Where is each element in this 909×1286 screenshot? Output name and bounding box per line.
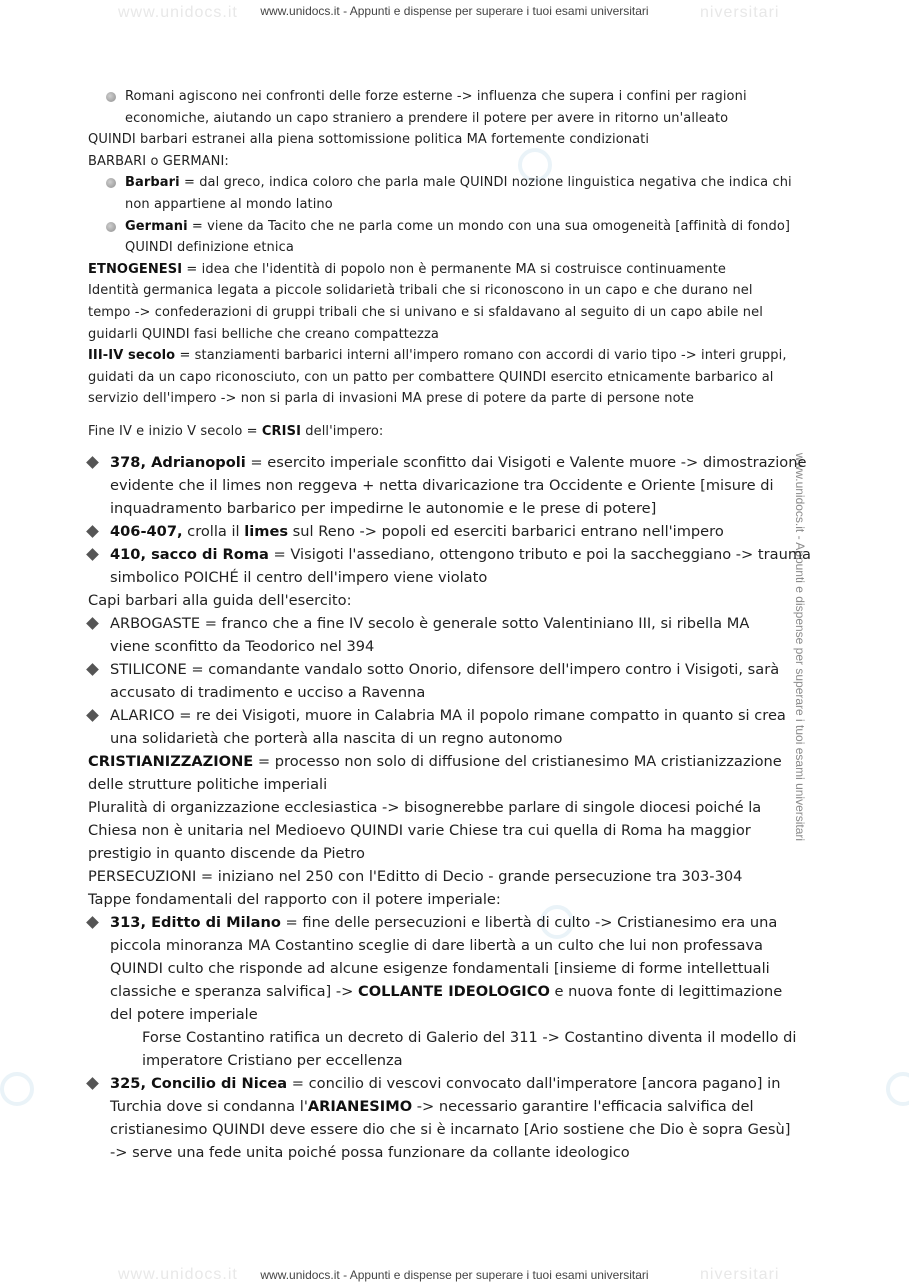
list-item (125, 216, 790, 238)
text-segment: Pluralità di organizzazione ecclesiastica -> bisognerebbe parlare di singole diocesi poiché la (88, 799, 762, 816)
list-item (110, 658, 779, 681)
bullet-diamond-icon (86, 525, 99, 538)
bullet-diamond-icon (86, 617, 99, 630)
text-line (110, 635, 374, 658)
bullet-diamond-icon (86, 916, 99, 929)
text-segment: Forse Costantino ratifica un decreto di Galerio del 311 -> Costantino diventa il modello di (142, 1029, 797, 1046)
bullet-dot-icon (106, 92, 116, 102)
text-segment: Germani (125, 218, 188, 234)
text-segment: inquadramento barbarico per impedirne le autonomie e le prese di potere] (110, 500, 657, 517)
bullet-diamond-icon (86, 663, 99, 676)
text-segment: cristianesimo QUINDI deve essere dio che si è incarnato [Ario sostiene che Dio è sopra Gesù] (110, 1121, 791, 1138)
text-segment: piccola minoranza MA Costantino sceglie di dare libertà a un culto che lui non professava (110, 937, 763, 954)
text-segment: = concilio di vescovi convocato dall'imperatore [ancora pagano] in (287, 1075, 781, 1092)
text-segment: evidente che il limes non reggeva + netta divaricazione tra Occidente e Oriente [misure di (110, 477, 774, 494)
text-segment: = Visigoti l'assediano, ottengono tributo e poi la saccheggiano -> trauma (268, 546, 811, 563)
text-segment: = processo non solo di diffusione del cristianesimo MA cristianizzazione (253, 753, 782, 770)
text-segment: = dal greco, indica coloro che parla male QUINDI nozione linguistica negativa che indica chi (179, 175, 792, 191)
text-line (88, 280, 753, 302)
text-line (88, 302, 763, 324)
list-item (110, 543, 811, 566)
text-segment: servizio dell'impero -> non si parla di invasioni MA prese di potere da parte di persone note (88, 391, 694, 407)
text-line (110, 1003, 258, 1026)
text-segment: III-IV secolo (88, 348, 176, 364)
text-segment: QUINDI culto che risponde ad alcune esigenze fondamentali [insieme di forme intellettuali (110, 960, 770, 977)
text-segment: COLLANTE IDEOLOGICO (358, 983, 550, 1000)
list-item (110, 704, 786, 727)
text-segment: -> necessario garantire l'efficacia salvifica del (412, 1098, 754, 1115)
text-line (110, 1141, 630, 1164)
text-line (88, 589, 352, 612)
text-line (88, 750, 782, 773)
text-line (88, 819, 751, 842)
text-segment: QUINDI barbari estranei alla piena sottomissione politica MA fortemente condizionati (88, 132, 650, 148)
text-line (110, 727, 562, 750)
text-line (125, 237, 294, 259)
text-line (142, 1049, 403, 1072)
text-segment: e nuova fonte di legittimazione (549, 983, 783, 1000)
watermark-logo (886, 1072, 909, 1106)
text-segment: guidarli QUINDI fasi belliche che creano compattezza (88, 326, 439, 342)
text-line (88, 773, 327, 796)
text-line (88, 842, 365, 865)
text-segment: = stanziamenti barbarici interni all'impero romano con accordi di vario tipo -> interi gruppi, (175, 348, 787, 364)
text-segment: = idea che l'identità di popolo non è permanente MA si costruisce continuamente (182, 261, 726, 277)
text-segment: Capi barbari alla guida dell'esercito: (88, 592, 352, 609)
text-segment: 410, sacco di Roma (110, 546, 269, 563)
watermark-banner-top: www.unidocs.it - Appunti e dispense per superare i tuoi esami universitari (260, 4, 649, 18)
text-segment: economiche, aiutando un capo straniero a prendere il potere per avere in ritorno un'alleato (125, 110, 729, 126)
text-segment: STILICONE = comandante vandalo sotto Onorio, difensore dell'impero contro i Visigoti, sarà (110, 661, 780, 678)
text-line (110, 934, 763, 957)
text-segment: BARBARI o GERMANI: (88, 153, 229, 169)
list-item (110, 1072, 780, 1095)
text-segment: 378, Adrianopoli (110, 454, 246, 471)
text-segment: ARIANESIMO (307, 1098, 413, 1115)
text-segment: = fine delle persecuzioni e libertà di culto -> Cristianesimo era una (280, 914, 778, 931)
text-line (142, 1026, 796, 1049)
bullet-diamond-icon (86, 709, 99, 722)
watermark-logo (0, 1072, 34, 1106)
list-item (125, 86, 747, 108)
text-line (110, 957, 770, 980)
text-line (110, 497, 656, 520)
text-segment: non appartiene al mondo latino (125, 197, 333, 212)
text-segment: Fine IV e inizio V secolo = (88, 424, 262, 439)
text-line (110, 980, 782, 1003)
text-segment: ETNOGENESI (88, 261, 183, 277)
watermark-ghost-right: niversitari (700, 4, 780, 21)
text-segment: 406-407, (110, 523, 183, 540)
text-segment: limes (244, 523, 289, 540)
watermark-ghost-left-bottom: www.unidocs.it (118, 1266, 238, 1283)
text-line (110, 681, 425, 704)
text-segment: Romani agiscono nei confronti delle forze esterne -> influenza che supera i confini per ragioni (125, 89, 747, 104)
bullet-diamond-icon (86, 548, 99, 561)
text-segment: sul Reno -> popoli ed eserciti barbarici entrano nell'impero (288, 523, 724, 540)
text-segment: prestigio in quanto discende da Pietro (88, 845, 365, 862)
text-segment: PERSECUZIONI = iniziano nel 250 con l'Editto di Decio - grande persecuzione tra 303-304 (88, 868, 743, 885)
text-line (110, 1095, 754, 1118)
text-segment: imperatore Cristiano per eccellenza (142, 1052, 403, 1069)
text-segment: dell'impero: (301, 424, 384, 439)
text-line (110, 474, 774, 497)
text-segment: = viene da Tacito che ne parla come un mondo con una sua omogeneità [affinità di fondo] (187, 218, 791, 234)
text-segment: Identità germanica legata a piccole solidarietà tribali che si riconoscono in un capo e che durano nel (88, 283, 753, 299)
text-line (88, 888, 501, 911)
text-segment: 313, Editto di Milano (110, 914, 281, 931)
text-segment: Barbari (125, 175, 180, 191)
text-segment: una solidarietà che porterà alla nascita di un regno autonomo (110, 730, 563, 747)
watermark-side-right: www.unidocs.it - Appunti e dispense per superare i tuoi esami universitari (793, 452, 808, 842)
text-segment: accusato di tradimento e ucciso a Ravenna (110, 684, 426, 701)
text-segment: Turchia dove si condanna l' (110, 1098, 308, 1115)
text-segment: simbolico POICHÉ il centro dell'impero viene violato (110, 569, 488, 586)
text-line (125, 194, 333, 216)
text-segment: -> serve una fede unita poiché possa funzionare da collante ideologico (110, 1144, 630, 1161)
text-line (125, 108, 728, 130)
text-line (88, 324, 439, 346)
text-line (110, 1118, 790, 1141)
text-segment: ARBOGASTE = franco che a fine IV secolo è generale sotto Valentiniano III, si ribella MA (110, 615, 750, 632)
list-item (125, 172, 792, 194)
text-segment: QUINDI definizione etnica (125, 240, 294, 256)
text-line (88, 151, 229, 173)
watermark-banner-bottom: www.unidocs.it - Appunti e dispense per superare i tuoi esami universitari (260, 1268, 649, 1282)
text-segment: viene sconfitto da Teodorico nel 394 (110, 638, 375, 655)
text-line (88, 865, 742, 888)
text-line (88, 796, 761, 819)
text-line (88, 259, 726, 281)
text-line (88, 129, 649, 151)
bullet-dot-icon (106, 222, 116, 232)
bullet-dot-icon (106, 178, 116, 188)
text-segment: del potere imperiale (110, 1006, 258, 1023)
text-segment: Tappe fondamentali del rapporto con il potere imperiale: (88, 891, 501, 908)
bullet-diamond-icon (86, 1077, 99, 1090)
watermark-ghost-right-bottom: niversitari (700, 1266, 780, 1283)
text-segment: 325, Concilio di Nicea (110, 1075, 288, 1092)
list-item (110, 612, 749, 635)
text-line (88, 388, 694, 410)
text-segment: tempo -> confederazioni di gruppi tribali che si univano e si sfaldavano al seguito di un capo abile nel (88, 305, 763, 320)
list-item (110, 911, 777, 934)
bullet-diamond-icon (86, 456, 99, 469)
text-line (88, 345, 787, 367)
text-segment: ALARICO = re dei Visigoti, muore in Calabria MA il popolo rimane compatto in quanto si crea (110, 707, 786, 724)
text-line (88, 367, 773, 389)
text-segment: Chiesa non è unitaria nel Medioevo QUINDI varie Chiese tra cui quella di Roma ha maggior (88, 822, 751, 839)
text-segment: delle strutture politiche imperiali (88, 776, 328, 793)
text-segment: crolla il (182, 523, 245, 540)
list-item (110, 520, 724, 543)
text-segment: classiche e speranza salvifica] -> (110, 983, 358, 1000)
text-line (88, 421, 383, 443)
text-segment: guidati da un capo riconosciuto, con un patto per combattere QUINDI esercito etnicamente barbarico al (88, 369, 774, 385)
text-segment: CRISTIANIZZAZIONE (88, 753, 254, 770)
text-segment: CRISI (261, 424, 302, 439)
watermark-ghost-left: www.unidocs.it (118, 4, 238, 21)
text-segment: = esercito imperiale sconfitto dai Visigoti e Valente muore -> dimostrazione (245, 454, 807, 471)
list-item (110, 451, 806, 474)
text-line (110, 566, 487, 589)
